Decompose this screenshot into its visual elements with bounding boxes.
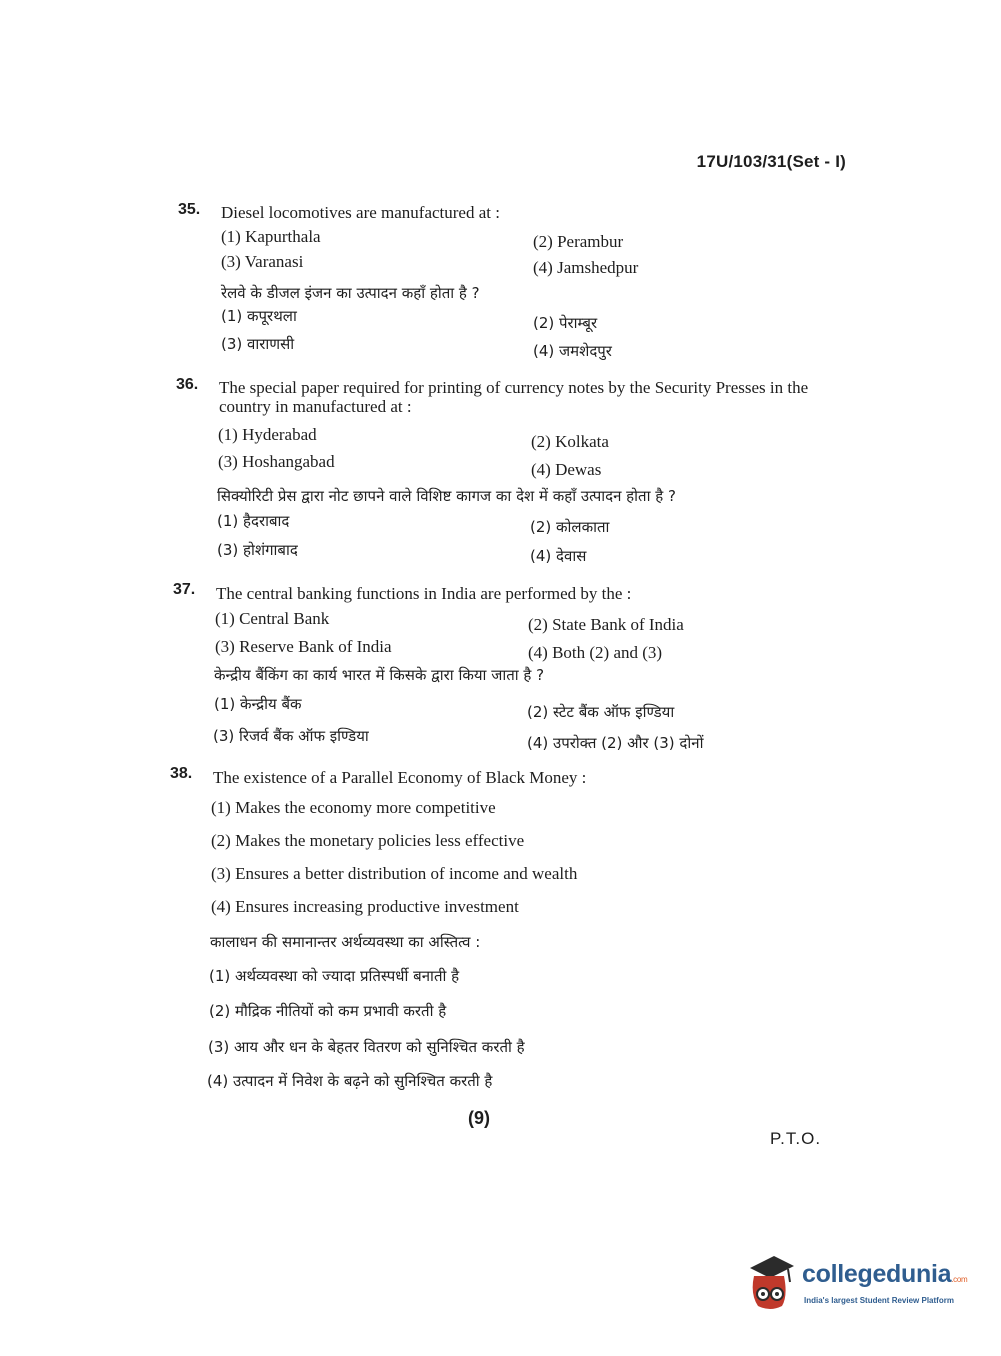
- option-hi-1: (1) अर्थव्यवस्था को ज्यादा प्रतिस्पर्धी बनाती है: [209, 967, 460, 985]
- option-en-4: (4) Dewas: [531, 460, 602, 479]
- option-en-3: (3) Varanasi: [221, 252, 304, 271]
- question-number: 37.: [173, 581, 196, 598]
- option-hi-1: (1) कपूरथला: [221, 307, 297, 325]
- paper-code: 17U/103/31(Set - I): [696, 152, 846, 171]
- option-en-1: (1) Makes the economy more competitive: [211, 798, 496, 817]
- option-en-4: (4) Jamshedpur: [533, 258, 639, 277]
- option-hi-3: (3) रिजर्व बैंक ऑफ इण्डिया: [213, 727, 369, 745]
- option-en-2: (2) Kolkata: [531, 432, 609, 451]
- option-hi-1: (1) हैदराबाद: [217, 512, 290, 530]
- option-hi-4: (4) देवास: [530, 547, 587, 565]
- option-hi-4: (4) जमशेदपुर: [533, 342, 612, 360]
- question-text-hi: रेलवे के डीजल इंजन का उत्पादन कहाँ होता है ?: [221, 284, 480, 302]
- question-text-hi: सिक्योरिटी प्रेस द्वारा नोट छापने वाले विशिष्ट कागज का देश में कहाँ उत्पादन होता है ?: [217, 487, 676, 505]
- option-en-1: (1) Kapurthala: [221, 227, 321, 246]
- option-hi-3: (3) वाराणसी: [221, 335, 295, 353]
- question-text-en: Diesel locomotives are manufactured at :: [221, 203, 500, 222]
- option-hi-3: (3) आय और धन के बेहतर वितरण को सुनिश्चित करती है: [208, 1038, 525, 1056]
- brand-tagline: India's largest Student Review Platform: [804, 1296, 954, 1305]
- option-hi-2: (2) पेराम्बूर: [533, 314, 598, 332]
- question-text-hi: कालाधन की समानान्तर अर्थव्यवस्था का अस्तित्व :: [210, 933, 481, 951]
- question-text-en: The special paper required for printing of currency notes by the Security Presses in the country in manufactured at :: [219, 378, 809, 416]
- option-hi-2: (2) स्टेट बैंक ऑफ इण्डिया: [527, 703, 675, 721]
- option-hi-4: (4) उत्पादन में निवेश के बढ़ने को सुनिश्चित करती है: [207, 1072, 493, 1090]
- option-en-2: (2) Makes the monetary policies less effective: [211, 831, 525, 850]
- question-text-hi: केन्द्रीय बैंकिंग का कार्य भारत में किसके द्वारा किया जाता है ?: [214, 666, 545, 684]
- option-en-1: (1) Central Bank: [215, 609, 330, 628]
- question-number: 38.: [170, 765, 193, 782]
- question-number: 36.: [176, 376, 199, 393]
- collegedunia-logo: [744, 1254, 974, 1314]
- option-en-3: (3) Ensures a better distribution of income and wealth: [211, 864, 578, 883]
- question-text-en: The central banking functions in India are performed by the :: [216, 584, 632, 603]
- pto-label: P.T.O.: [770, 1129, 822, 1148]
- question-number: 35.: [178, 201, 201, 218]
- question-text-en: The existence of a Parallel Economy of Black Money :: [213, 768, 587, 787]
- page-number: (9): [468, 1108, 490, 1128]
- option-hi-3: (3) होशंगाबाद: [217, 541, 298, 559]
- option-en-4: (4) Ensures increasing productive investment: [211, 897, 519, 916]
- option-en-3: (3) Reserve Bank of India: [215, 637, 392, 656]
- option-hi-2: (2) कोलकाता: [530, 518, 610, 536]
- option-en-4: (4) Both (2) and (3): [528, 643, 663, 662]
- option-en-2: (2) State Bank of India: [528, 615, 684, 634]
- option-en-2: (2) Perambur: [533, 232, 624, 251]
- option-hi-1: (1) केन्द्रीय बैंक: [214, 695, 302, 713]
- option-en-1: (1) Hyderabad: [218, 425, 317, 444]
- mascot-icon: [744, 1254, 796, 1312]
- brand-text: collegedunia: [802, 1260, 952, 1288]
- brand-name: [802, 1260, 967, 1289]
- option-en-3: (3) Hoshangabad: [218, 452, 335, 471]
- option-hi-4: (4) उपरोक्त (2) और (3) दोनों: [527, 734, 704, 752]
- brand-suffix: .com: [951, 1275, 968, 1284]
- option-hi-2: (2) मौद्रिक नीतियों को कम प्रभावी करती है: [209, 1002, 447, 1020]
